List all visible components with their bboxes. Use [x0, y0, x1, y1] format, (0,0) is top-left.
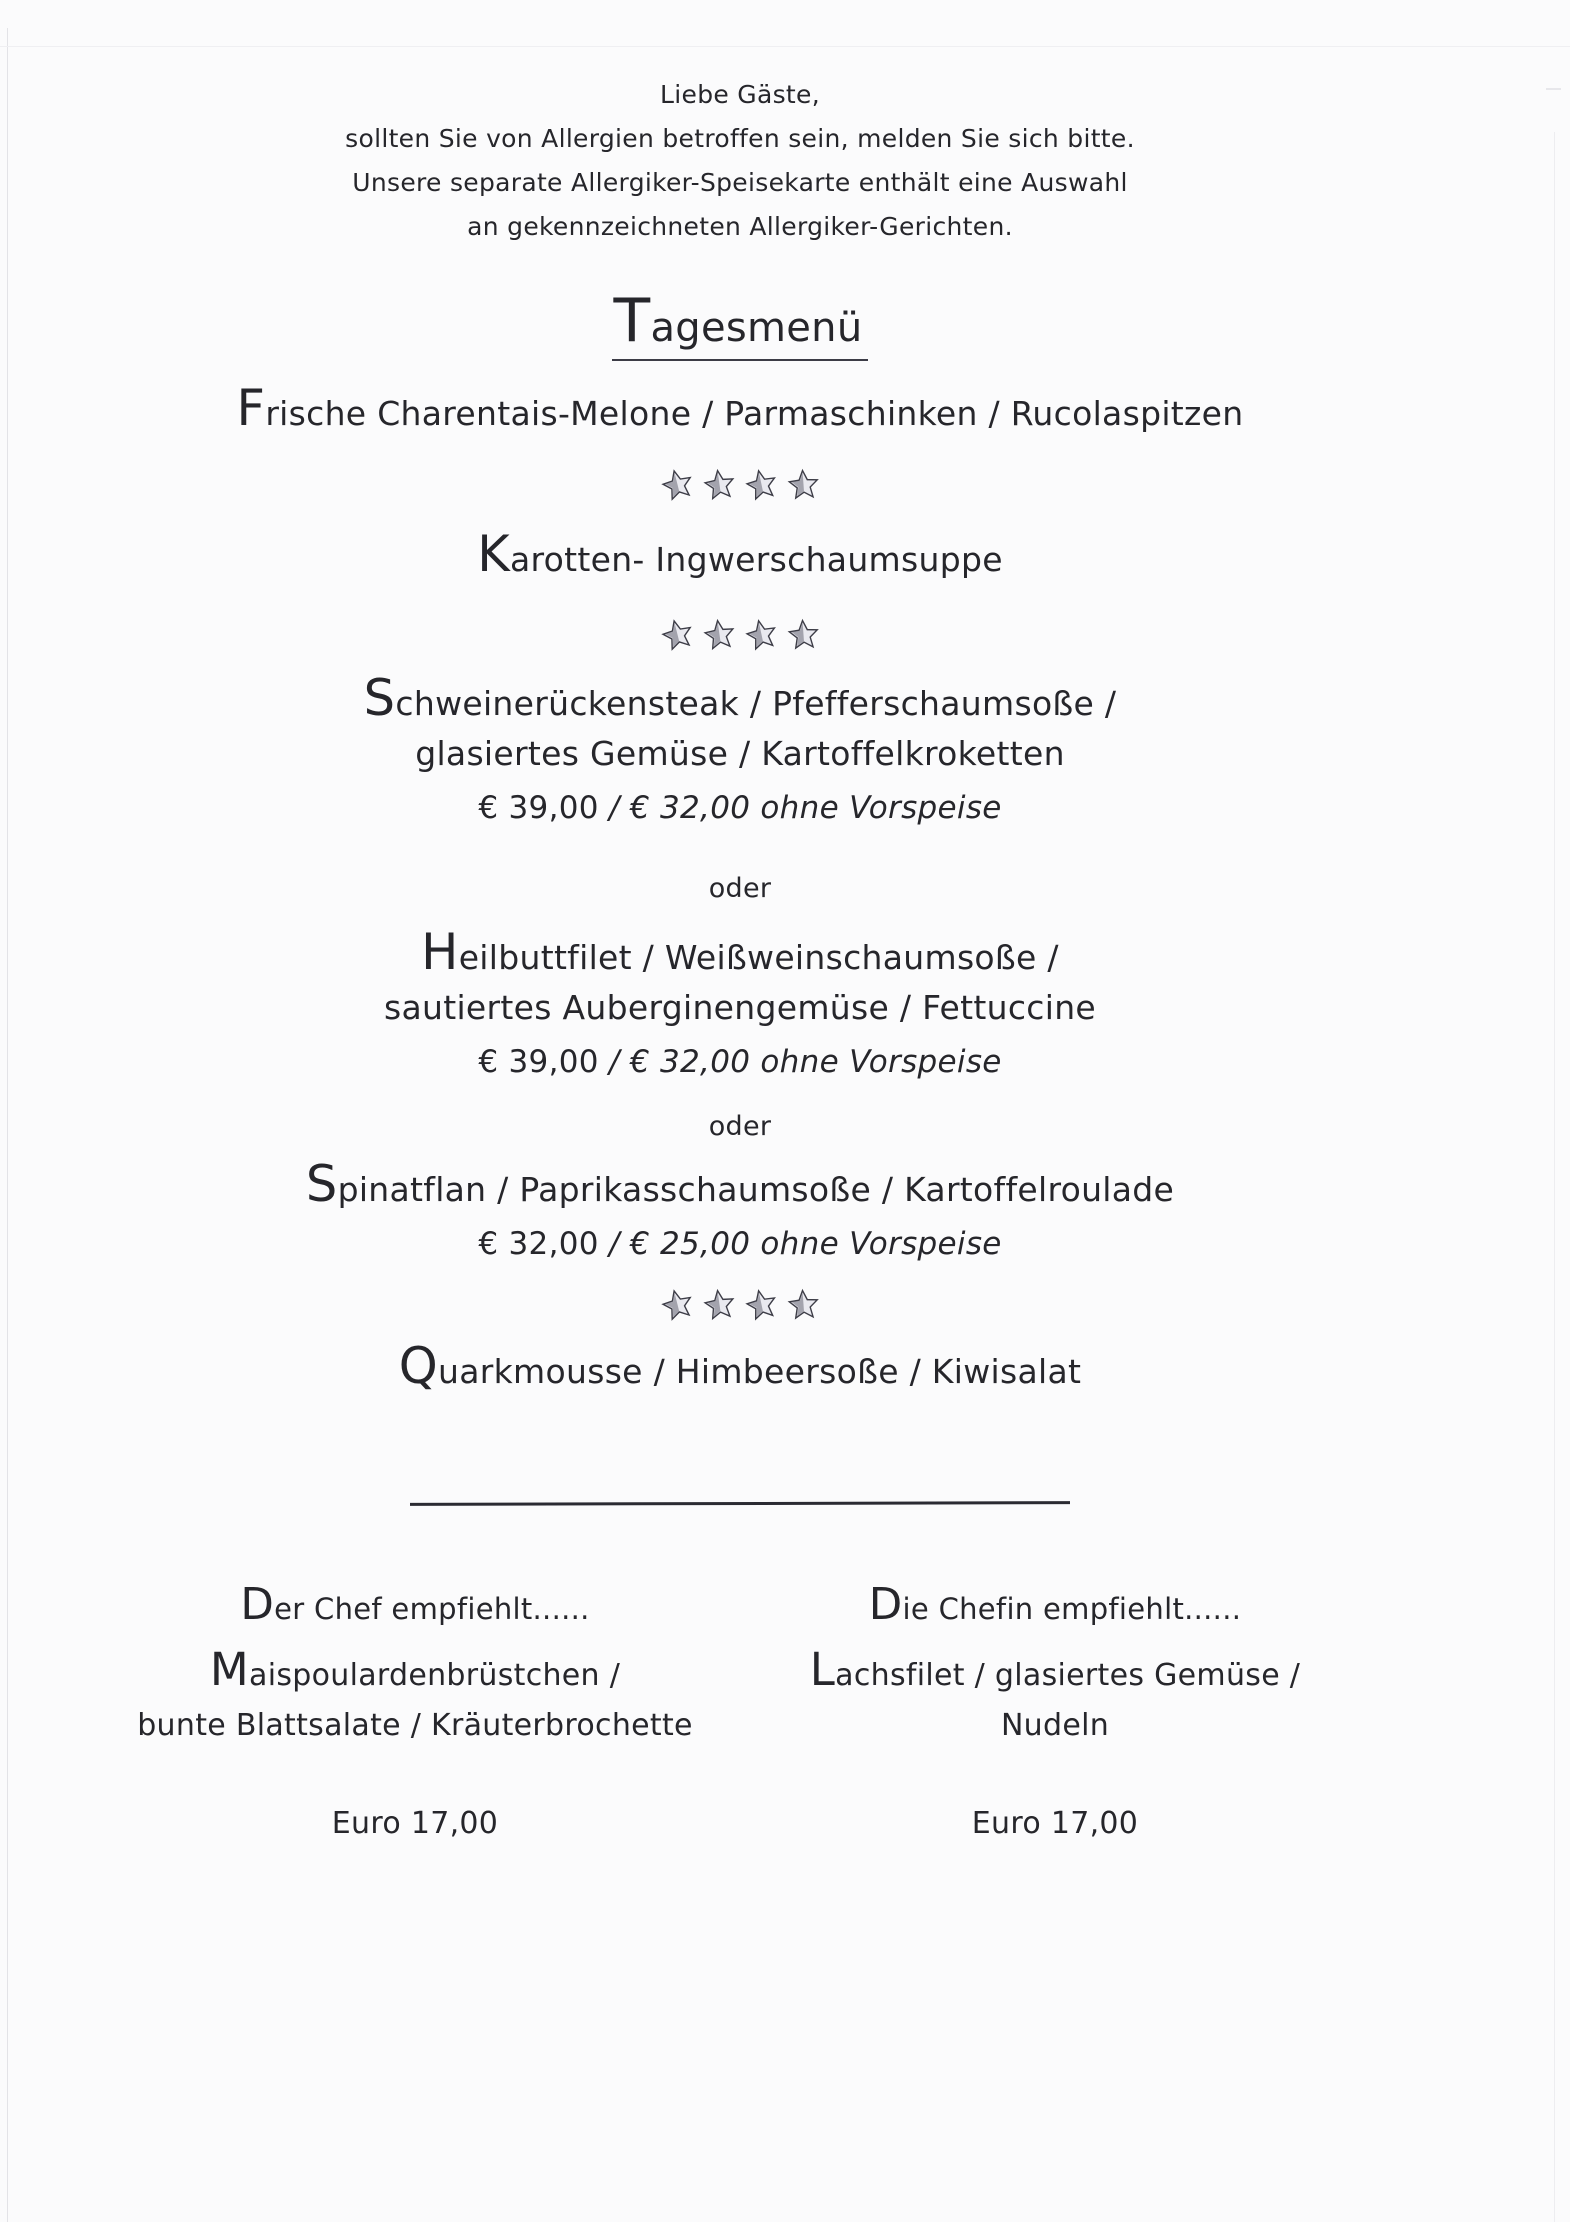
- dish-line: sautiertes Auberginengemüse / Fettuccine: [383, 988, 1097, 1027]
- allergy-notice: [80, 0, 1400, 249]
- price-line: Euro 17,00: [331, 1806, 499, 1841]
- price-line: Euro 17,00: [971, 1806, 1139, 1841]
- or-label: oder: [708, 873, 772, 904]
- star-icon: [700, 465, 737, 502]
- scan-edge-right: [1554, 132, 1555, 2222]
- star-icon: [785, 466, 820, 501]
- star-separator: [80, 613, 1400, 655]
- scan-artifact: [1546, 88, 1561, 90]
- section-divider: [410, 1501, 1070, 1506]
- notice-line: Liebe Gäste,: [660, 80, 820, 109]
- dish-line: Schweinerückensteak / Pfefferschaumsoße /: [363, 669, 1117, 727]
- star-icon: [785, 1286, 820, 1321]
- star-icon: [741, 614, 780, 653]
- notice-line: an gekennzeichneten Allergiker-Gerichten.: [467, 212, 1013, 241]
- main-course-option-3: [80, 1155, 1400, 1269]
- dish-line: Spinatflan / Paprikasschaumsoße / Kartoffelroulade: [305, 1155, 1175, 1213]
- star-icon: [741, 1284, 780, 1323]
- dish-line: Nudeln: [1000, 1708, 1110, 1743]
- main-course-option-1: [80, 669, 1400, 833]
- price-full: € 32,00: [478, 1226, 599, 1262]
- star-icon: [657, 464, 697, 504]
- dish-line: Lachsfilet / glasiertes Gemüse /: [809, 1643, 1301, 1696]
- star-icon: [741, 464, 780, 503]
- price-line: [80, 1219, 1400, 1269]
- dish-line: bunte Blattsalate / Kräuterbrochette: [137, 1708, 693, 1743]
- dish-line: Maispoulardenbrüstchen /: [209, 1643, 621, 1696]
- star-icon: [700, 615, 737, 652]
- star-icon: [657, 614, 697, 654]
- price-line: [80, 783, 1400, 833]
- price-without-starter: / € 32,00 ohne Vorspeise: [608, 1044, 1002, 1080]
- notice-line: Unsere separate Allergiker-Speisekarte enthält eine Auswahl: [352, 168, 1128, 197]
- star-icon: [657, 1284, 697, 1324]
- page-title-text: Tagesmenü: [612, 295, 869, 361]
- notice-line: sollten Sie von Allergien betroffen sein, melden Sie sich bitte.: [345, 124, 1135, 153]
- star-separator: [80, 463, 1400, 505]
- price-full: € 39,00: [478, 790, 599, 826]
- dessert-dish: Quarkmousse / Himbeersoße / Kiwisalat: [398, 1337, 1082, 1395]
- chef-recommendation-heading: Der Chef empfiehlt......: [240, 1580, 590, 1630]
- star-separator: [80, 1283, 1400, 1325]
- price-without-starter: / € 32,00 ohne Vorspeise: [608, 790, 1002, 826]
- page-title: [80, 286, 1400, 361]
- main-course-option-2: [80, 923, 1400, 1087]
- dish-line: glasiertes Gemüse / Kartoffelkroketten: [415, 734, 1065, 773]
- soup-dish: Karotten- Ingwerschaumsuppe: [477, 525, 1003, 583]
- starter-dish: Frische Charentais-Melone / Parmaschinken / Rucolaspitzen: [236, 379, 1244, 437]
- scan-edge-top: [0, 46, 1570, 47]
- recommendations: [0, 1577, 1570, 1849]
- dish-line: Heilbuttfilet / Weißweinschaumsoße /: [421, 923, 1059, 981]
- star-icon: [785, 616, 820, 651]
- star-icon: [700, 1285, 737, 1322]
- chefin-recommendation: [755, 1577, 1355, 1849]
- scan-edge-left: [7, 28, 8, 2222]
- chefin-recommendation-heading: Die Chefin empfiehlt......: [868, 1580, 1242, 1630]
- price-line: [80, 1037, 1400, 1087]
- price-without-starter: / € 25,00 ohne Vorspeise: [608, 1226, 1002, 1262]
- or-label: oder: [708, 1111, 772, 1142]
- menu-content: [80, 0, 1400, 1505]
- chef-recommendation: [115, 1577, 715, 1849]
- price-full: € 39,00: [478, 1044, 599, 1080]
